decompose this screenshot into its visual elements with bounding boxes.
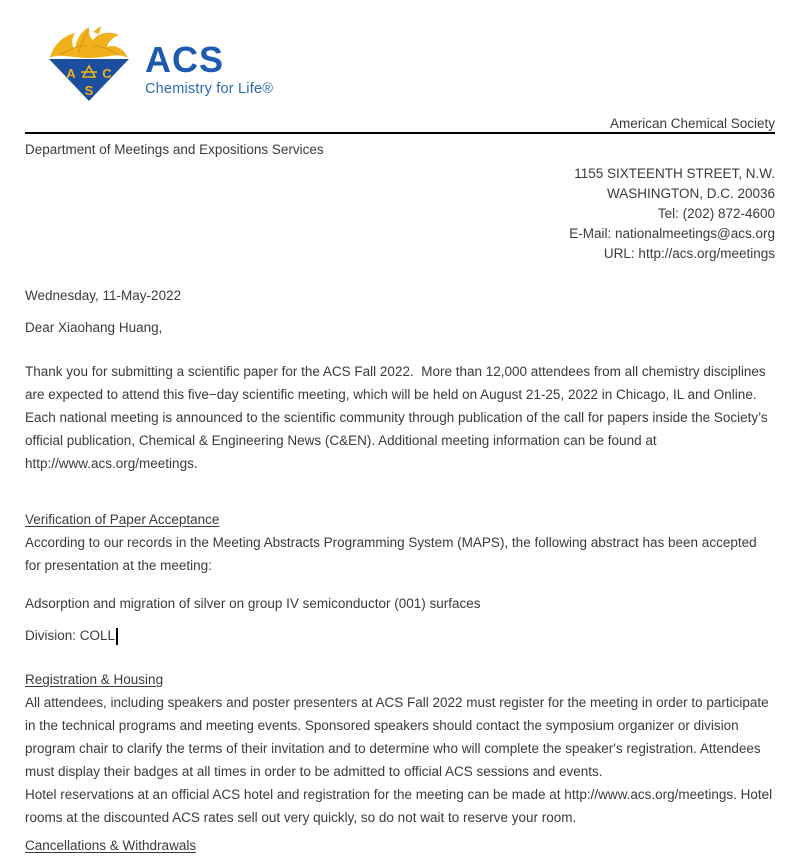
org-name: American Chemical Society [609, 116, 775, 131]
registration-body-1: All attendees, including speakers and poster presenters at ACS Fall 2022 must register for the meeting in order to participate in the technical programs and meeting events. Sponsored speakers should contact the symposium organizer or division program chair to clarify the terms of their invitation and to determine who will complete the speaker's registration. Attendees must display their badges at all times in order to be admitted to official ACS sessions and events. [25, 695, 773, 779]
cancellation-heading: Cancellations & Withdrawals [25, 838, 197, 853]
logo-tagline: Chemistry for Life® [145, 81, 274, 97]
address-block [25, 164, 775, 264]
address-street: 1155 SIXTEENTH STREET, N.W. [574, 166, 775, 181]
division-line[interactable] [25, 624, 775, 647]
acs-phoenix-triangle-icon [43, 25, 135, 103]
registration-heading: Registration & Housing [25, 672, 164, 687]
verification-heading: Verification of Paper Acceptance [25, 512, 220, 527]
emblem-letter-c: C [102, 66, 112, 81]
verification-body: According to our records in the Meeting Abstracts Programming System (MAPS), the following abstract has been accepted for presentation at the meeting: [25, 535, 761, 573]
logo-wordmark: ACS [145, 39, 225, 80]
address-tel: Tel: (202) 872-4600 [657, 206, 775, 221]
intro-paragraph: Thank you for submitting a scientific paper for the ACS Fall 2022. More than 12,000 attendees from all chemistry disciplines are expected to attend this five−day scientific meeting, which will be held on August 21-25, 2022 in Chicago, IL and Online. Each national meeting is announced to the scientific community through publication of the call for papers inside the Society’s official publication, Chemical & Engineering News (C&EN). Additional meeting information can be found at http://www.acs.org/meetings. [25, 364, 772, 471]
salutation: Dear Xiaohang Huang, [25, 320, 163, 335]
address-url: URL: http://acs.org/meetings [603, 246, 775, 261]
letter-date: Wednesday, 11-May-2022 [25, 288, 182, 303]
logo-text [145, 25, 273, 97]
address-city: WASHINGTON, D.C. 20036 [606, 186, 775, 201]
emblem-letter-a: A [66, 66, 76, 81]
abstract-title: Adsorption and migration of silver on group IV semiconductor (001) surfaces [25, 596, 481, 611]
emblem-letter-s: S [84, 83, 94, 98]
address-email: E-Mail: nationalmeetings@acs.org [569, 226, 775, 241]
registration-body-2: Hotel reservations at an official ACS hotel and registration for the meeting can be made at http://www.acs.org/meetings. Hotel rooms at the discounted ACS rates sell out very quickly, so do not wait to reserve your room. [25, 787, 776, 825]
department-line: Department of Meetings and Expositions Services [25, 142, 324, 157]
acs-logo [43, 25, 775, 100]
division-label: Division: COLL [25, 628, 116, 643]
org-name-rule [25, 116, 775, 134]
text-caret [116, 628, 118, 645]
